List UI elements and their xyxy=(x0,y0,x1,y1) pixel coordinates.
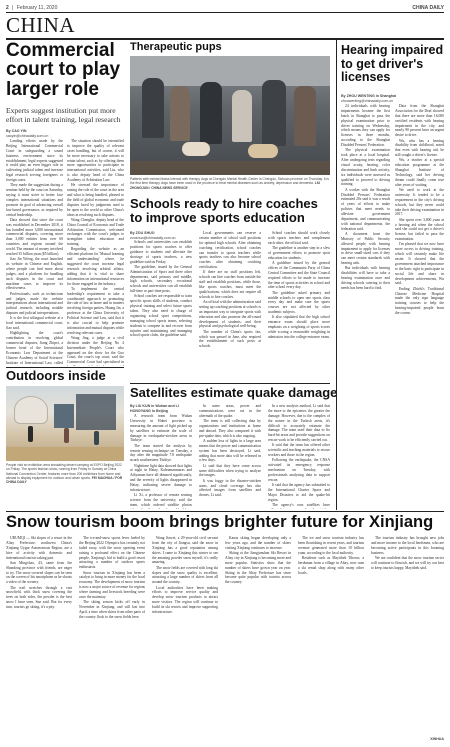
hearing-paragraph: A document from the Ministry of Public Security allowed people with hearing impairment to apply for licenses to drive small-sized cars if they can meet certain standards with hearing aids. xyxy=(341,231,390,266)
hearing-paragraph: A worker with the Shanghai Disabled Persons' Federation estimated 20s said it was a result of years of efforts to make policies that meet needs to alleviate government department, and communicating with national departments, the federation said. xyxy=(341,187,390,231)
therapeutic-photo xyxy=(130,56,330,175)
outdoors-photo-credit: FEI MAOHUA / FOR CHINA DAILY xyxy=(6,475,123,483)
snow-body-col6 xyxy=(371,536,444,732)
coaches-body-col3 xyxy=(268,231,330,381)
court-paragraph: Highlighting the court's contribution in resolving global commercial disputes, Jiang Zhipei, a former head of the International Economic Law Department at the Chinese Academy of Social Sciences' Institute of International Law, called xyxy=(6,331,63,365)
court-paragraph: Data showed that since the court was established in December 2018, it has handled more 3,000 international commercial disputes, covering more than 3,000 entities from over 60 countries and regions around the world. The amount of money involved reached 35 billion yuan ($5 billion). xyxy=(6,217,63,256)
satellites-paragraph: Nighttime light data showed that lights at night in Hatay, Kahramanmaras and Adiyaman have all dimmed significantly, and the severity of lights disappeared in Hatay, indicating severe damage to infrastructure. xyxy=(130,463,192,492)
section-title: CHINA xyxy=(6,13,75,37)
snow-paragraph: Residents such as Mayithek Tiherac, a herdsman from a village in Altay, now runs a ski rental shop along with many other locals. xyxy=(298,555,364,575)
coaches-paragraph: It also stipulated that the high school entrance exam should place more emphasis on a weighting of sports scores while scoring a reasonable weighting in admission into the college entrance exam. xyxy=(268,315,330,339)
hearing-paragraph: 24 individuals with hearing impairments became the first batch in Shanghai to pass the physical examination prior to driver training on Wednesday, which means they can apply for licenses in three months, according to the Shanghai Disabled Persons' Federation. xyxy=(341,104,390,147)
snow-body-col2 xyxy=(79,536,145,738)
satellites-paragraph: In some areas, power and communications were cut in the aftermath of the quake. xyxy=(199,404,261,418)
court-paragraph: He stressed the importance of raising the role of the court in the area and what is being handled, pleased to the field of global economic and trade disputes faced by judgments used to be open to the world so other China's ideas in resolving such disputes. xyxy=(67,183,124,217)
court-byline xyxy=(6,129,124,139)
court-subhead: Experts suggest institution put more effort in talent training, legal research xyxy=(6,106,121,125)
hearing-author: By ZHOU WENTING in Shanghai xyxy=(341,94,397,98)
outdoors-caption xyxy=(6,463,124,483)
coaches-paragraph: School coaches are responsible to train specific sports skills of students, conduct physical training and select future sports talent. They also need to charge of organizing school sport competitions, managing school sports teams, selecting students to compete in and recover from injuries and maintaining and managing school sports clubs, the guideline said. xyxy=(130,294,192,338)
snow-credit: XINHUA xyxy=(430,737,444,741)
hearing-email: zhouwenting@chinadaily.com.cn xyxy=(341,98,394,103)
coaches-paragraph: The guideline, issued by the General Administration of Sport and three other departments, said primary and middle, high schools, secondary vocational schools and universities can all establish full-time or part-time posts. xyxy=(130,264,192,294)
court-paragraph: Wang Chenglin, deputy head of the China Council of Economic and Trade Arbitration Commission, welcomed exchanges with the court's judges to strengthen talent education and training. xyxy=(67,217,124,247)
coaches-paragraph: School coaches should work closely with sports teachers and complement each other, the official said. xyxy=(268,231,330,245)
patient-figure xyxy=(170,86,190,141)
patient-figure xyxy=(142,78,164,138)
hearing-paragraph: Data from the Shanghai Association for the Deaf showed that there are more than 16,000 certified residents with hearing impairment in the city, and nearly 90 percent have an urgent desire to drive. xyxy=(395,104,444,138)
page-info: 2 | February 11, 2020 xyxy=(6,5,58,11)
court-email: caoyin@chinadaily.com.cn xyxy=(6,133,49,138)
coaches-paragraph: The number of China's sports fan, which was passed in June, also required the establishment of such posts at schools. xyxy=(199,329,261,349)
court-headline: Commercial court to play larger role xyxy=(6,40,121,100)
visitor-figure xyxy=(64,428,69,443)
snow-rule xyxy=(6,511,444,512)
satellites-paragraph: The team is still collecting data by organizations and institutions at home and abroad. They also compared it with pre-quake data, which is also ongoing. xyxy=(199,419,261,438)
snow-paragraph: The skiing season kicks off early in November in Xinjiang, and will last into April, a time when skiers from other parts of the country flock to the snow fields here. xyxy=(79,600,145,619)
satellites-paragraph: It said that the agency has submitted to the International Charter Space and Major Disasters to aid the quake-hit region. xyxy=(268,483,330,502)
snow-paragraph: The ice-and-snow sports fever fueled by the Beijing 2022 Olympics has certainly not faded away, with the snow sporting event raising a profound effect on the Chinese people, Xinjiang's bid to build a good resort attracting a number of outdoor sports enthusiasts. xyxy=(79,536,145,570)
therapy-dog xyxy=(182,142,210,156)
court-paragraph: Landing efforts made by the Beijing International Commercial Court in safeguarding a sound business environment since its establishment, legal experts suggested it could play an even bigger role in cultivating judicial talent and increase legal research serving foreigners or foreign cases. xyxy=(6,139,63,182)
therapy-dog xyxy=(248,144,278,158)
hearing-headline: Hearing impaired to get driver's licenses xyxy=(341,43,444,84)
court-paragraph: They made the suggestion during a seminar held by the court on Saturday, saying it must strive to better face complex international situations and promote its goal of advancing overall law-based governance, as required by central leadership. xyxy=(6,183,63,217)
snow-paragraph: The trail stretches through a vast snowfield, with thick snow covering the trees on both sides, the powder is the best snow I have seen, Sun said. But for every turn, tourists go skiing, it's a pity. xyxy=(6,585,72,610)
snow-paragraph: URUMQI — Ski slopes of a resort in the Altay Prefecture, northwest China's Xinjiang Uygur Autonomous Region, are a hive of activity with domestic and international tourists taking part. xyxy=(6,536,72,560)
satellites-paragraph: The team started the analysis by remote sensing technique on Tuesday, a day after the magnitude 7.8 earthquake struck southeastern Türkiye. xyxy=(130,443,192,463)
coaches-paragraph: The guideline asked primary and middle schools to open one sports class every day and make sure the sports courses are not affected by other academic subjects. xyxy=(268,290,330,315)
satellites-paragraph: The agency's own satellites have xyxy=(272,503,330,508)
hearing-body-col1 xyxy=(341,104,390,509)
coaches-body-col2 xyxy=(199,231,261,381)
satellites-body-col2 xyxy=(199,404,261,509)
snow-headline: Snow tourism boom brings brighter future for Xinjiang xyxy=(6,513,434,531)
hearing-paragraph: She spent over 3,000 yuan at a hearing aid when the school said she could not get a driver's license, but failed to pass the examination. xyxy=(395,217,444,242)
page-number: 2 xyxy=(6,5,9,11)
therapeutic-caption xyxy=(130,177,330,192)
snow-paragraph: Wang Jiawei, a 29-year-old civil servant from the city of Jiangsu, said the snow in Xinjiang has a good reputation among skiers. I came to Xinjiang this winter to see the amazing powder snow myself, it's really amazing. xyxy=(152,536,218,565)
patient-figure xyxy=(294,86,316,146)
coaches-paragraph: Schools and universities can establish positions for sports coaches to offer guidance to students and alleviate the shortage of sports teachers, a new guideline said on Friday. xyxy=(130,240,192,264)
court-paragraph: Professionals, such as technicians and judges, made the website interpretations about international and judicial research, including notable disputes and judicial interpretations. xyxy=(6,291,63,316)
booth-shape xyxy=(76,394,116,430)
coaches-body-col1 xyxy=(130,240,192,381)
column-divider xyxy=(336,40,337,510)
patient-figure xyxy=(200,82,222,144)
satellites-paragraph: A sudden loss of lights in a large area means that the power and communication system has been destroyed, Li said, adding that more data will be released in a few days. xyxy=(199,438,261,463)
satellites-paragraph: A research team from Wuhan University in Hubei province is measuring the amount of light picked up by satellites to estimate the scale of damage in earthquake-stricken areas in Türkiye. xyxy=(130,414,192,443)
court-author: By CAO YIN xyxy=(6,129,27,133)
coaches-paragraph: The guideline is another step in a slew of government efforts to promote sport education for students. xyxy=(268,246,330,260)
satellites-headline: Satellites estimate quake damage xyxy=(130,385,338,400)
satellites-paragraph: Li said that they have come across some difficulties when trying to analyze the images. xyxy=(199,463,261,478)
coaches-author: By ZOU SHUO xyxy=(130,231,155,235)
snow-paragraph: Snow tourism in Xinjiang has been a catalyst to bring in more money for the local economy. The development of snow tourism is now a major source of revenue for regions where farming and livestock breeding were once the mainstay. xyxy=(79,570,145,599)
satellites-paragraph: It was foggy in the disaster-stricken areas, and cloud coverage has also affected images from satellites and drones, Li said. xyxy=(199,478,261,498)
patient-figure xyxy=(262,80,286,146)
hearing-paragraph: The physical examination took place at a local hospital. After undergoing tests regarding visual acuity, hearing, color discrimination and limb activity, six individuals were assessed as qualified to proceed to driving training. xyxy=(341,148,390,187)
court-body-col1 xyxy=(6,139,63,366)
visitor-figure xyxy=(94,431,99,445)
sand-floor xyxy=(6,447,124,461)
coaches-paragraph: Local governments can reserve a certain number of school staff positions for optimal high schools. After obtaining coaching certification, school coaches can transfer to sports teachers while sports teachers can also become school coaches after obtaining coaching certification. xyxy=(199,231,261,270)
outdoors-caption-text: People visit an exhibition area simulating desert camping at EXPO Beijing 2022 on Friday. The sports fashion show, running from Friday to Sunday at China National Convention Center, features more than 200 exhibitors from home and abroad to display equipment for outdoor and urban sports. xyxy=(6,463,122,480)
outdoors-kicker: Outdoors inside xyxy=(6,368,106,383)
hearing-paragraph: Wu, a teacher at a special education programme at the Shanghai Institute of Technology, said her driving dream could finally come true after years of waiting. xyxy=(395,158,444,187)
satellites-body-col3 xyxy=(268,404,330,509)
court-body-col2 xyxy=(67,139,124,366)
court-paragraph: The situation should be intensified to improve the quality of relevant cases handling, but of course, it will be more necessary to take actions to retain talent, such as by offering them more opportunities to participate in international activities, said Liu, who is also deputy head of the China Academy of Arbitration Law. xyxy=(67,139,124,182)
hearing-paragraph: But individuals with hearing disabilities will have to take a hearing examination once and driving schools catering to their needs has been hard to find. xyxy=(341,266,390,290)
snow-paragraph: The snow fields are covered with long ski slopes and the snow quality is excellent, attracting a large number of skiers from all around the country. xyxy=(152,565,218,585)
satellites-rule xyxy=(130,383,330,384)
floor-area xyxy=(130,161,330,175)
coaches-paragraph: An official with the administration said setting up coaching positions at schools is an important way to integrate sports with education and also promote the all-round development of students, and their physical and psychological well-being. xyxy=(199,300,261,329)
therapeutic-photo-credit: LIU ZHONGJUN / CHINA NEWS SERVICE xyxy=(130,181,320,190)
satellites-paragraph: In a new analysis method, Li said that the more to the epicenter, the greater the damage. However, due to the complex of the nature in the Turkish areas, it's difficult to accurately estimate the damage. The team used their data to fix hard-hit areas and provide suggestions on rescue work to be efficiently carried out. xyxy=(268,404,330,443)
snow-paragraph: Local authorities have been making efforts to improve service quality and develop snow tourism products to attract more visitors. The region will continue to build its ski resorts and improve supporting infrastructure. xyxy=(152,585,218,614)
snow-paragraph: Skiing at the Jiangjunshan Ski Resort in Altay city in Xinjiang is becoming more and more popular. Statistics show that the number of skiers have grown year on year. Skiing in the Altay Prefecture has since become quite popular with tourists across the country. xyxy=(225,551,291,585)
satellites-paragraph: Li Xi, a professor of remote sensing science from the university, said the team, which ordered satellite photos xyxy=(130,493,192,507)
brand-name: CHINA DAILY xyxy=(412,5,444,11)
snow-body-col1 xyxy=(6,536,72,738)
hearing-paragraph: We used to work at the university. It tended to be a requirement in the city's driving schools, but they never could take their driving examination in 2017. xyxy=(395,188,444,217)
tent-shape xyxy=(14,396,48,424)
snow-paragraph: Kanas skiing began developing only a few years ago, and the number of skiers visiting Xinjiang continues to increase. xyxy=(225,536,291,550)
snow-body-col4 xyxy=(225,536,291,738)
hearing-paragraph: Wu, who has a hearing disability from childhood, noted that even with hearing aid, he still sought a driver's license. xyxy=(395,138,444,158)
satellites-paragraph: It said that the team has offered other scientific and teaching materials to rescue workers and those in the region. xyxy=(268,443,330,458)
court-paragraph: Wang Jing, a judge at a civil division under the Beijing No 4 Intermediate People's Court who appeared on the show for the Guo Court, the court's top court, said the Commercial Court had specialized in xyxy=(67,335,124,365)
hearing-paragraph: I'm pleased that we now have more access to driving training, which will certainly make life easier. It showed that the government attached importance to the basic right to participate in social life and share in development achievements, Wu said. xyxy=(395,242,444,286)
coaches-headline: Schools ready to hire coaches to improve sports education xyxy=(130,196,318,226)
satellites-body-col1 xyxy=(130,414,192,509)
coaches-email: zoushuo@chinadaily.com.cn xyxy=(130,235,176,240)
snow-paragraph: We are confident that the snow tourism sector will continue to flourish, and we will try our best to keep tourists happy, Mayithek said. xyxy=(371,555,444,570)
coaches-paragraph: If there are no staff positions left, schools can hire coaches from outside the staff and establish positions, while those, like sports coaches, must meet the qualifications, which does not require all schools to hire coaches. xyxy=(199,270,261,299)
court-paragraph: Jiao Jin Yifeng, the court launched its website in Chinese and English, where people can find more about judges, and a platform for handling such disputes in the court and maritime cases to improve its effectiveness. xyxy=(6,257,63,291)
court-paragraph: To implement the central leadership's requirement to take a coordinated approach to promoting the rule of law at home and in matters involving foreign parties, Huang Jin, a professor at the China University of Political Science and Law, said that it is also crucial to help promote information and mutual disputes while resolving relevant cases. xyxy=(67,286,124,335)
visitor-figure xyxy=(28,426,33,442)
patient-figure xyxy=(232,90,252,142)
snow-paragraph: The ice and snow tourism industry has been flourishing in recent years, and tourism revenue generated more than 10 billion yuan, according to the local authority. xyxy=(298,536,364,555)
snow-body-col3 xyxy=(152,536,218,738)
satellites-paragraph: Following the earthquake, the CNSA activated its emergency response mechanism on Tuesday, with professionals analyzing data to support rescue. xyxy=(268,458,330,482)
outdoors-photo xyxy=(6,386,124,461)
satellites-byline: By LIU KUN in Wuhan and LI HONGYANG in Beijing xyxy=(130,404,179,413)
snow-paragraph: Sun Mingchao, 43, came from the Shandong province with friends, are eager to try. The snow-covered slopes can be seen on the screen of his smartphone as he shoots a video of the scenery. xyxy=(6,560,72,585)
issue-date: February 11, 2020 xyxy=(16,5,58,11)
hearing-byline xyxy=(341,94,444,104)
coaches-paragraph: A guideline issued by the general offices of the Communist Party of China Central Committee and the State Council required efforts to be made to increase the time of sports activities in school and after school every day. xyxy=(268,261,330,290)
snow-paragraph: The tourism industry has brought new jobs and more income to the local herdsmen, who are becoming active participants in this booming business. xyxy=(371,536,444,555)
therapeutic-caption-text: Patients with mental illness interact with therapy dogs at Chengdu Mental Health Center in Chengdu, Sichuan province on Thursday. It is the first time therapy dogs have been used in the province to treat mental diseases such as anxiety, depression and dementia. xyxy=(130,177,329,186)
therapeutic-kicker: Therapeutic pups xyxy=(130,41,222,53)
booth-shape xyxy=(54,404,74,428)
hearing-paragraph: Ending Zhizhi's Traditional Chinese Medicine Hospital made the only sign language training courses to help the hearing-impaired people learn the course. xyxy=(395,286,444,316)
hearing-body-col2 xyxy=(395,104,444,509)
court-paragraph: Regarding the website as an efficient platform for 'Mutual learning and understanding' where, he suggested the court increase legal research involving arbitral affairs, adding that it is vital to share information on international resources for those engaged in the industry. xyxy=(67,247,124,286)
snow-body-col5 xyxy=(298,536,364,738)
court-paragraph: It is the first trilingual website at a local international commercial court, Jiao said. xyxy=(6,316,63,331)
